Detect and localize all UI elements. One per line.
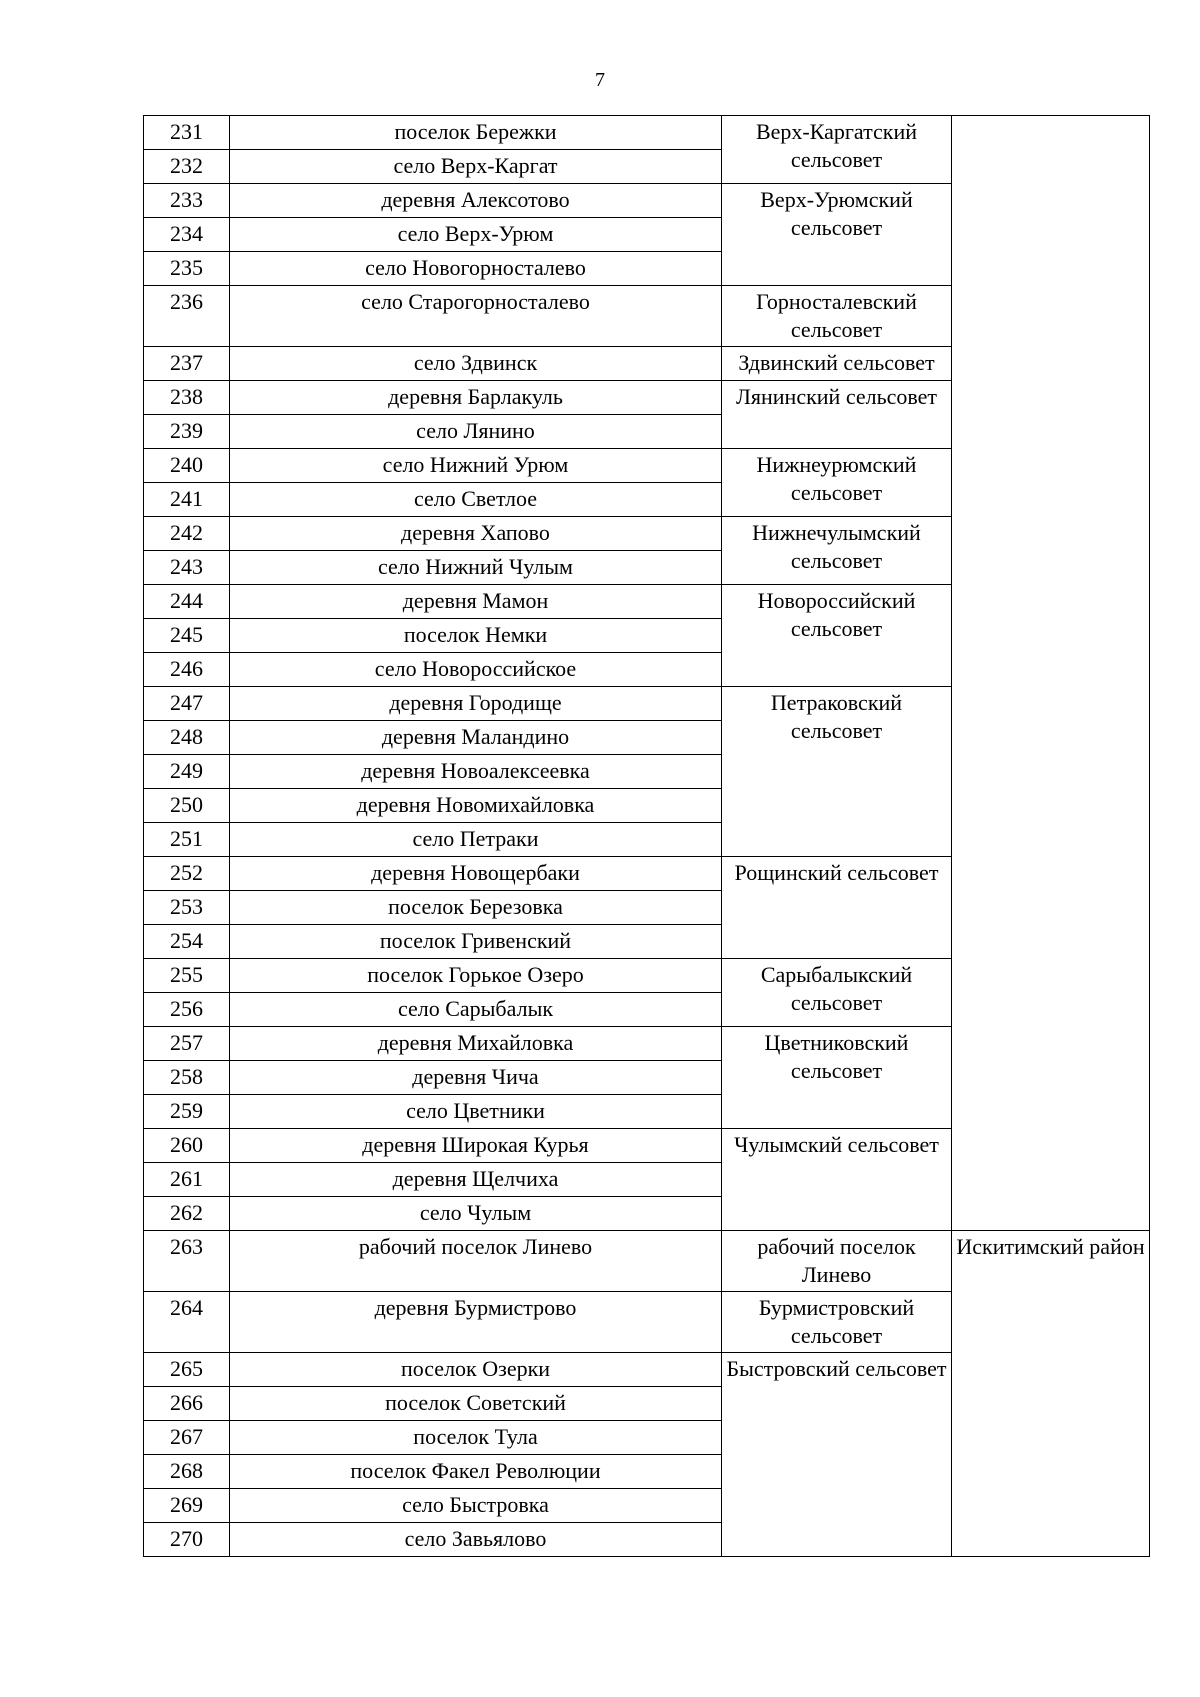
settlement-name-cell: поселок Озерки <box>230 1353 722 1387</box>
table-row <box>144 116 1150 150</box>
row-number-cell: 240 <box>144 449 230 483</box>
row-number-cell: 245 <box>144 619 230 653</box>
row-number-cell: 265 <box>144 1353 230 1387</box>
council-cell: Рощинский сельсовет <box>722 857 952 959</box>
settlement-name-cell: село Нижний Урюм <box>230 449 722 483</box>
settlement-name-cell: деревня Новоалексеевка <box>230 755 722 789</box>
row-number-cell: 235 <box>144 252 230 286</box>
row-number-cell: 246 <box>144 653 230 687</box>
settlement-name-cell: поселок Березовка <box>230 891 722 925</box>
settlement-name-cell: поселок Факел Революции <box>230 1455 722 1489</box>
row-number-cell: 249 <box>144 755 230 789</box>
settlement-name-cell: деревня Михайловка <box>230 1027 722 1061</box>
row-number-cell: 232 <box>144 150 230 184</box>
row-number-cell: 247 <box>144 687 230 721</box>
table-row <box>144 1231 1150 1292</box>
row-number-cell: 233 <box>144 184 230 218</box>
page-number: 7 <box>595 69 605 91</box>
district-cell: Искитимский район <box>952 1231 1150 1557</box>
council-cell: Здвинский сельсовет <box>722 347 952 381</box>
row-number-cell: 244 <box>144 585 230 619</box>
row-number-cell: 255 <box>144 959 230 993</box>
council-cell: Верх-Урюмский сельсовет <box>722 184 952 286</box>
settlement-name-cell: поселок Немки <box>230 619 722 653</box>
council-cell: Лянинский сельсовет <box>722 381 952 449</box>
settlement-name-cell: село Цветники <box>230 1095 722 1129</box>
settlement-name-cell: деревня Широкая Курья <box>230 1129 722 1163</box>
council-cell: рабочий поселок Линево <box>722 1231 952 1292</box>
row-number-cell: 261 <box>144 1163 230 1197</box>
row-number-cell: 231 <box>144 116 230 150</box>
row-number-cell: 248 <box>144 721 230 755</box>
council-cell: Чулымский сельсовет <box>722 1129 952 1231</box>
settlement-name-cell: деревня Новощербаки <box>230 857 722 891</box>
row-number-cell: 241 <box>144 483 230 517</box>
settlement-name-cell: деревня Хапово <box>230 517 722 551</box>
row-number-cell: 236 <box>144 286 230 347</box>
row-number-cell: 258 <box>144 1061 230 1095</box>
settlement-name-cell: поселок Тула <box>230 1421 722 1455</box>
row-number-cell: 266 <box>144 1387 230 1421</box>
row-number-cell: 257 <box>144 1027 230 1061</box>
council-cell: Новороссийский сельсовет <box>722 585 952 687</box>
council-cell: Бурмистровский сельсовет <box>722 1292 952 1353</box>
row-number-cell: 267 <box>144 1421 230 1455</box>
council-cell: Нижнечулымский сельсовет <box>722 517 952 585</box>
settlement-name-cell: поселок Советский <box>230 1387 722 1421</box>
settlement-name-cell: деревня Щелчиха <box>230 1163 722 1197</box>
settlement-name-cell: деревня Маландино <box>230 721 722 755</box>
row-number-cell: 263 <box>144 1231 230 1292</box>
settlement-name-cell: деревня Алексотово <box>230 184 722 218</box>
settlement-name-cell: село Старогорносталево <box>230 286 722 347</box>
settlement-name-cell: село Нижний Чулым <box>230 551 722 585</box>
settlement-name-cell: деревня Мамон <box>230 585 722 619</box>
settlement-name-cell: село Здвинск <box>230 347 722 381</box>
row-number-cell: 252 <box>144 857 230 891</box>
council-cell: Горносталевский сельсовет <box>722 286 952 347</box>
council-cell: Нижнеурюмский сельсовет <box>722 449 952 517</box>
settlement-name-cell: село Верх-Каргат <box>230 150 722 184</box>
settlement-name-cell: деревня Барлакуль <box>230 381 722 415</box>
council-cell: Петраковский сельсовет <box>722 687 952 857</box>
row-number-cell: 242 <box>144 517 230 551</box>
council-cell: Быстровский сельсовет <box>722 1353 952 1557</box>
settlement-name-cell: село Завьялово <box>230 1523 722 1557</box>
settlements-table <box>143 115 1150 1557</box>
settlement-name-cell: село Верх-Урюм <box>230 218 722 252</box>
settlement-name-cell: село Чулым <box>230 1197 722 1231</box>
row-number-cell: 239 <box>144 415 230 449</box>
district-cell <box>952 116 1150 1231</box>
row-number-cell: 262 <box>144 1197 230 1231</box>
row-number-cell: 264 <box>144 1292 230 1353</box>
row-number-cell: 243 <box>144 551 230 585</box>
settlement-name-cell: село Светлое <box>230 483 722 517</box>
row-number-cell: 251 <box>144 823 230 857</box>
row-number-cell: 269 <box>144 1489 230 1523</box>
row-number-cell: 254 <box>144 925 230 959</box>
council-cell: Верх-Каргатский сельсовет <box>722 116 952 184</box>
settlement-name-cell: рабочий поселок Линево <box>230 1231 722 1292</box>
settlement-name-cell: поселок Горькое Озеро <box>230 959 722 993</box>
settlement-name-cell: село Быстровка <box>230 1489 722 1523</box>
council-cell: Сарыбалыкский сельсовет <box>722 959 952 1027</box>
row-number-cell: 250 <box>144 789 230 823</box>
settlement-name-cell: поселок Гривенский <box>230 925 722 959</box>
settlement-name-cell: деревня Новомихайловка <box>230 789 722 823</box>
row-number-cell: 270 <box>144 1523 230 1557</box>
row-number-cell: 253 <box>144 891 230 925</box>
row-number-cell: 234 <box>144 218 230 252</box>
settlement-name-cell: деревня Городище <box>230 687 722 721</box>
settlement-name-cell: село Новороссийское <box>230 653 722 687</box>
settlement-name-cell: деревня Чича <box>230 1061 722 1095</box>
settlement-name-cell: село Петраки <box>230 823 722 857</box>
row-number-cell: 259 <box>144 1095 230 1129</box>
row-number-cell: 268 <box>144 1455 230 1489</box>
settlement-name-cell: село Новогорносталево <box>230 252 722 286</box>
settlement-name-cell: деревня Бурмистрово <box>230 1292 722 1353</box>
council-cell: Цветниковский сельсовет <box>722 1027 952 1129</box>
settlement-name-cell: село Лянино <box>230 415 722 449</box>
row-number-cell: 256 <box>144 993 230 1027</box>
row-number-cell: 238 <box>144 381 230 415</box>
row-number-cell: 260 <box>144 1129 230 1163</box>
settlement-name-cell: село Сарыбалык <box>230 993 722 1027</box>
row-number-cell: 237 <box>144 347 230 381</box>
settlement-name-cell: поселок Бережки <box>230 116 722 150</box>
